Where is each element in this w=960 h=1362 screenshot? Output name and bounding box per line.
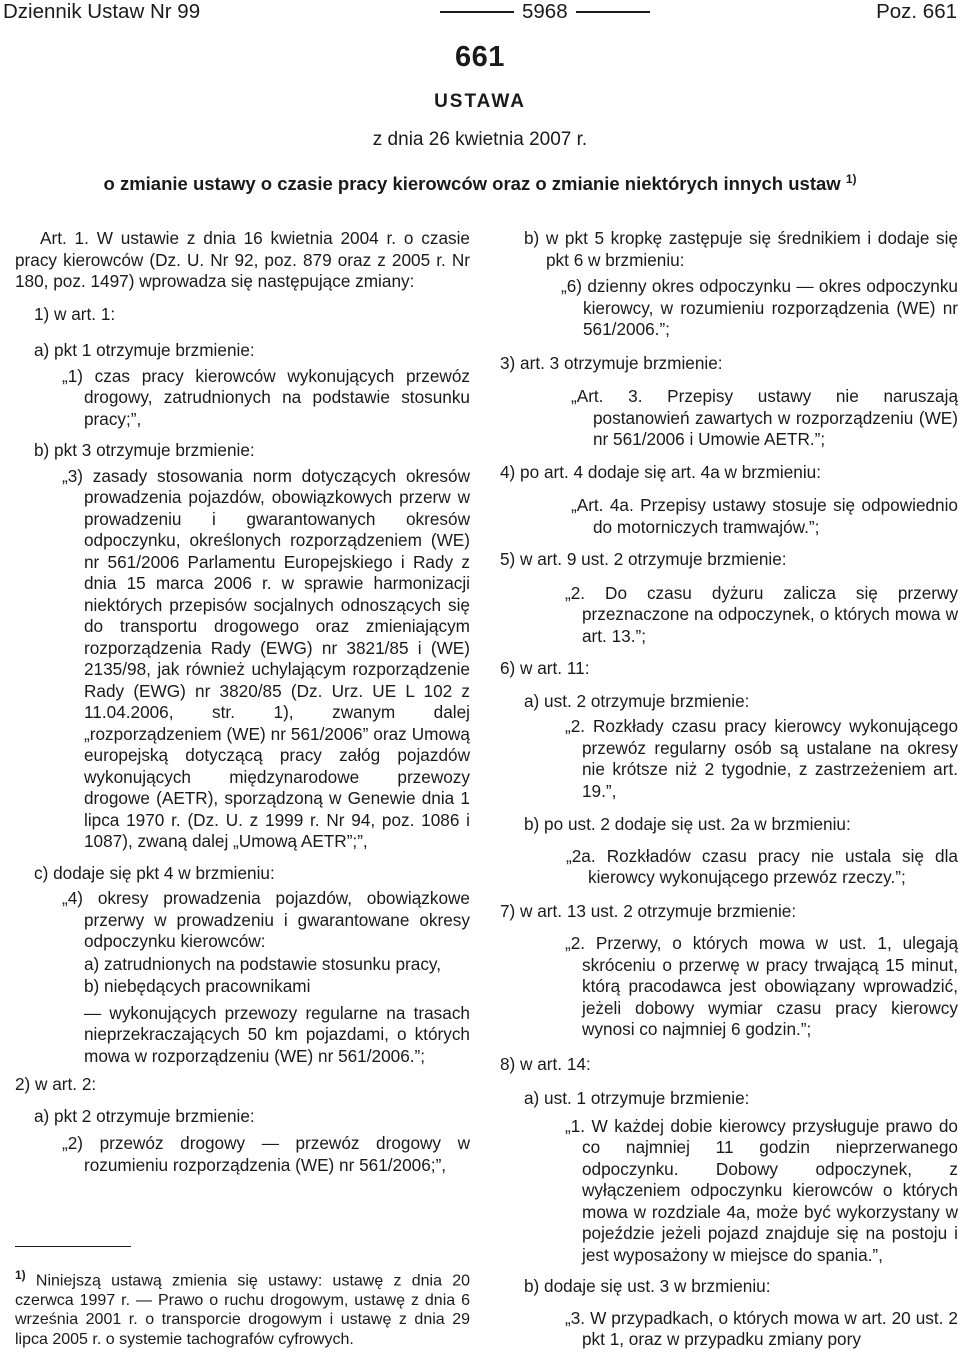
item-8b-quote: „3. W przypadkach, o których mowa w art. 20 ust. 2 pkt 1, oraz w przypadku zmiany pory [565, 1307, 958, 1349]
footnote-separator [15, 1246, 131, 1247]
item-1c-quote: „4) okresy prowadzenia pojazdów, obowiązkowe przerwy w prowadzeniu i gwarantowane okresy odpoczynku kierowców: [62, 888, 470, 951]
item-5-quote: „2. Do czasu dyżuru zalicza się przerwy przeznaczone na odpoczynek, o których mowa w art. 13.”; [565, 582, 958, 646]
position-number: Poz. 661 [876, 0, 957, 23]
item-1b-right-quote: „6) dzienny okres odpoczynku — okres odpoczynku kierowcy, w rozumieniu rozporządzenia (WE) nr 561/2006.”; [561, 276, 958, 339]
item-6b-quote: „2a. Rozkładów czasu pracy nie ustala się dla kierowcy wykonującego przewóz rzeczy.”; [566, 845, 958, 887]
item-1b-quote: „3) zasady stosowania norm dotyczących okresów prowadzenia pojazdów, obowiązkowych przerw w prowadzeniu i gwarantowanych okresów odpoczynku, określonych rozporządzeniem (WE) nr 561/2006 Parlamentu Europejskiego i Rady z dnia 15 marca 2006 r. w sprawie harmonizacji niektórych przepisów socjalnych odnoszących się do transportu drogowego oraz zmieniającym rozporządzenia Rady (EWG) nr 3821/85 i (WE) 2135/98, jak również uchylającym rozporządzenie Rady (EWG) nr 3820/85 (Dz. Urz. UE L 102 z 11.04.2006, str. 1), zwanym dalej „rozporządzeniem (WE) nr 561/2006” oraz Umową europejską dotyczącą pracy załóg pojazdów wykonujących międzynarodowe przewozy drogowe (AETR), sporządzoną w Genewie dnia 1 lipca 1970 r. (Dz. U. z 1999 r. Nr 94, poz. 1086 i 1087), zwaną dalej „Umową AETR”;”, [62, 465, 470, 851]
running-header [0, 0, 960, 40]
item-1c: c) dodaje się pkt 4 w brzmieniu: [34, 862, 275, 883]
item-8a-quote: „1. W każdej dobie kierowcy przysługuje prawo do co najmniej 11 godzin nieprzerwanego odpoczynku. Dobowy odpoczynek, z wyłączeniem odpoczynku kierowców o których mowa w rozdziale 4a, może być wykorzystany w pojeździe jeżeli pojazd znajduje się na postoju i jest wyposażony w miejsce do spania.”, [565, 1115, 958, 1265]
item-3: 3) art. 3 otrzymuje brzmienie: [500, 352, 723, 373]
right-column [500, 228, 958, 1351]
act-type: USTAWA [434, 91, 526, 112]
item-1b-right: b) w pkt 5 kropkę zastępuje się średnikiem i dodaje się pkt 6 w brzmieniu: [524, 228, 958, 270]
item-1: 1) w art. 1: [34, 303, 116, 324]
item-6a-quote: „2. Rozkłady czasu pracy kierowcy wykonującego przewóz regularny osób są ustalane na okresy nie krótsze niż 2 tygodnie, z zastrzeżeniem art. 19.”, [565, 716, 958, 801]
dash-right [576, 11, 650, 13]
item-4-quote: „Art. 4a. Przepisy ustawy stosuje się odpowiednio do motorniczych tramwajów.”; [571, 495, 958, 537]
footnote-ref: 1) [845, 172, 857, 186]
item-4: 4) po art. 4 dodaje się art. 4a w brzmieniu: [500, 461, 821, 482]
item-8a: a) ust. 1 otrzymuje brzmienie: [524, 1088, 750, 1108]
item-1c-sub-b: b) niebędących pracownikami [84, 976, 311, 996]
act-title [0, 172, 960, 195]
dash-left [440, 11, 514, 13]
item-1c-sub-a: a) zatrudnionych na podstawie stosunku pracy, [84, 953, 442, 974]
item-2a: a) pkt 2 otrzymuje brzmienie: [34, 1105, 255, 1126]
item-1c-tail: — wykonujących przewozy regularne na trasach nieprzekraczających 50 km pojazdami, o których mowa w rozporządzeniu (WE) nr 561/2006.”; [84, 1002, 470, 1066]
item-2: 2) w art. 2: [15, 1074, 97, 1094]
item-7-quote: „2. Przerwy, o których mowa w ust. 1, ulegają skróceniu o przerwę w pracy trwającą 15 minut, którą pracodawca jest obowiązany wprowadzić, jeżeli dobowy wymiar czasu pracy kierowcy wynosi co najmniej 6 godzin.”; [565, 933, 958, 1039]
footnote [15, 1266, 470, 1349]
footnote-text: Niniejszą ustawą zmienia się ustawy: ustawę z dnia 20 czerwca 1997 r. — Prawo o ruchu drogowym, ustawę z dnia 6 września 2001 r. o transporcie drogowym i ustawę z dnia 29 lipca 2005 r. o systemie tachografów cyfrowych. [15, 1272, 470, 1348]
journal-title: Dziennik Ustaw Nr 99 [3, 0, 201, 23]
item-7: 7) w art. 13 ust. 2 otrzymuje brzmienie: [500, 900, 797, 921]
item-3-quote: „Art. 3. Przepisy ustawy nie naruszają postanowień zawartych w rozporządzeniu (WE) nr 561/2006 i Umowie AETR.”; [571, 386, 958, 449]
act-position-number: 661 [455, 41, 505, 73]
left-column [15, 228, 470, 1176]
act-date: z dnia 26 kwietnia 2007 r. [372, 129, 588, 150]
page-number-value: 5968 [522, 0, 568, 23]
item-6b: b) po ust. 2 dodaje się ust. 2a w brzmieniu: [524, 814, 851, 834]
article-1-intro: Art. 1. W ustawie z dnia 16 kwietnia 2004 r. o czasie pracy kierowców (Dz. U. Nr 92, poz. 879 oraz z 2005 r. Nr 180, poz. 1497) wprowadza się następujące zmiany: [15, 228, 470, 291]
item-1b: b) pkt 3 otrzymuje brzmienie: [34, 440, 255, 460]
item-5: 5) w art. 9 ust. 2 otrzymuje brzmienie: [500, 549, 787, 569]
item-6: 6) w art. 11: [500, 658, 590, 678]
item-8b: b) dodaje się ust. 3 w brzmieniu: [524, 1276, 771, 1296]
item-6a: a) ust. 2 otrzymuje brzmienie: [524, 690, 750, 711]
item-1a-quote: „1) czas pracy kierowców wykonujących przewóz drogowy, zatrudnionych na podstawie stosunku pracy;”, [62, 365, 470, 429]
item-2a-quote: „2) przewóz drogowy — przewóz drogowy w rozumieniu rozporządzenia (WE) nr 561/2006;”, [62, 1133, 470, 1175]
item-8: 8) w art. 14: [500, 1053, 591, 1074]
page-number [432, 0, 658, 24]
footnote-mark: 1) [15, 1268, 26, 1282]
act-title-text: o zmianie ustawy o czasie pracy kierowców oraz o zmianie niektórych innych ustaw [103, 173, 841, 195]
item-1a: a) pkt 1 otrzymuje brzmienie: [34, 340, 255, 360]
